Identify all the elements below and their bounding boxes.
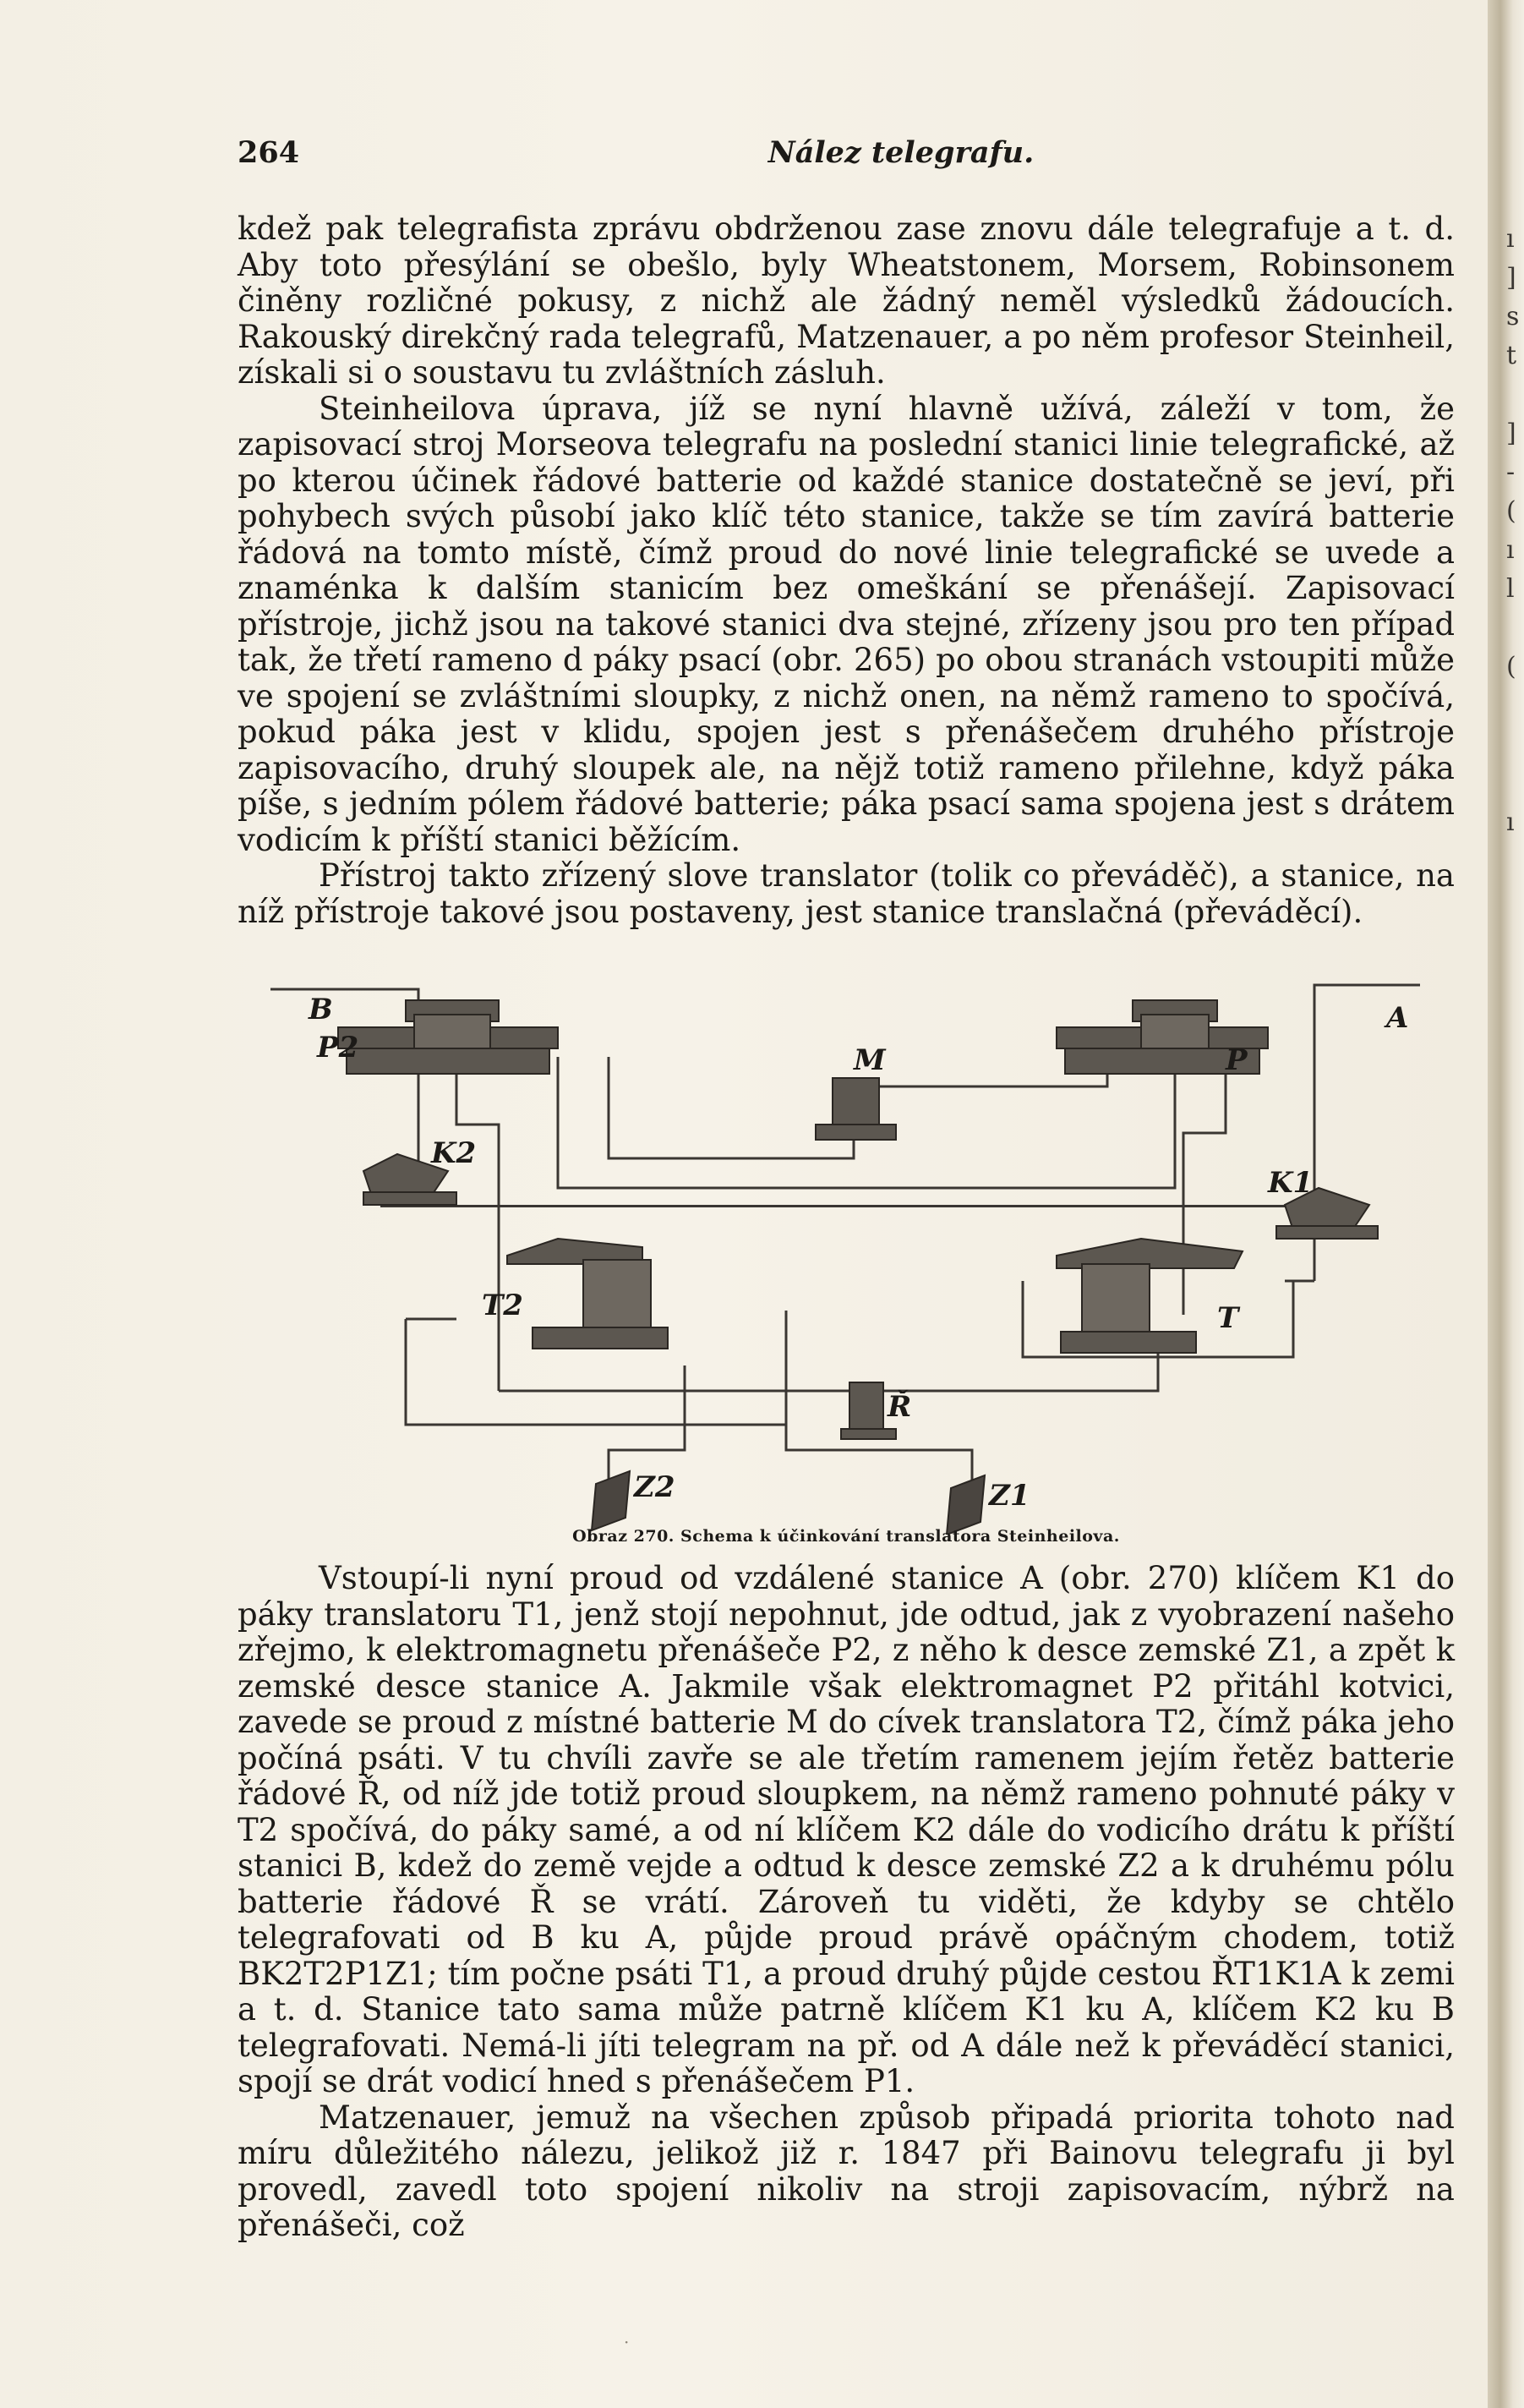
edge-letter [1506, 609, 1523, 648]
edge-letter: l [1506, 574, 1515, 604]
edge-letter: ı [1506, 224, 1515, 254]
edge-letter: - [1506, 457, 1516, 487]
paragraph-2: Steinheilova úprava, jíž se nyní hlavně užívá, záleží v tom, že zapisovací stroj Morseova telegrafu na poslední stanici linie telegrafické, až po kterou účinek řádové batterie od každé stanice dostatečně se jeví, při pohybech svých působí jako klíč této stanice, takže se tím zavírá batterie řádová na tomto místě, čímž proud do nové linie telegrafické se uvede a znaménka k dalším stanicím bez omeškání se přenášejí. Zapisovací přístroje, jichž jsou na takové stanici dva stejné, zřízeny jsou pro ten případ tak, že třetí rameno d páky psací (obr. 265) po obou stranách vstoupiti může ve spojení se zvláštními sloupky, z nichž onen, na němž rameno to spočívá, pokud páka jest v klidu, spojen jest s přenášečem druhého přístroje zapisovacího, druhý sloupek ale, na nějž totiž rameno přilehne, když páka píše, s jedním pólem řádové batterie; páka psací sama spojena jest s drátem vodicím k příští stanici běžícím. [238, 390, 1455, 858]
edge-letter [1506, 920, 1523, 959]
edge-letter [1506, 881, 1523, 920]
label-T1: T [1217, 1301, 1239, 1335]
edge-letter [1506, 1387, 1523, 1426]
label-R: Ř [888, 1390, 912, 1424]
edge-letter [1506, 1192, 1523, 1231]
page-number: 264 [238, 135, 300, 170]
edge-letter [1506, 764, 1523, 803]
edge-letter: t [1506, 341, 1517, 370]
paragraph-5: Matzenauer, jemuž na všechen způsob připadá priorita tohoto nad míru důležitého nálezu, jelikož již r. 1847 při Bainovu telegrafu ji byl provedl, zavedl toto spojení nikoliv na stroji zapisovacím, nýbrž na přenášeči, což [238, 2099, 1455, 2243]
label-K2: K2 [431, 1136, 477, 1170]
edge-letter [1506, 725, 1523, 764]
translator-T2 [507, 1239, 668, 1349]
label-Z2: Z2 [634, 1470, 675, 1504]
text-top [238, 211, 1455, 930]
edge-letter [1506, 1426, 1523, 1464]
paragraph-4: Vstoupí-li nyní proud od vzdálené stanice A (obr. 270) klíčem K1 do páky translatoru T1, jenž stojí nepohnut, jde odtud, jak z vyobrazení našeho zřejmo, k elektromagnetu přenášeče P2, z něho k desce zemské Z1, a zpět k zemské desce stanice A. Jakmile však elektromagnet P2 přitáhl kotvici, zavede se proud z místné batterie M do cívek translatora T2, čímž páka jeho počíná psáti. V tu chvíli zavře se ale třetím ramenem jejím řetěz batterie řádové Ř, od níž jde totiž proud sloupkem, na němž rameno pohnuté páky v T2 spočívá, do páky samé, a od ní klíčem K2 dále do vodicího drátu k příští stanici B, kdež do země vejde a odtud k desce zemské Z2 a k druhému pólu batterie řádové Ř se vrátí. Zároveň tu viděti, že kdyby se chtělo telegrafovati od B ku A, půjde proud právě opáčným chodem, totiž BK2T2P1Z1; tím počne psáti T1, a proud druhý půjde cestou ŘT1K1A k zemi a t. d. Stanice tato sama může patrně klíčem K1 ku A, klíčem K2 ku B telegrafovati. Nemá-li jíti telegram na př. od A dále než k převáděcí stanici, spojí se drát vodicí hned s přenášečem P1. [238, 1560, 1455, 2099]
label-Z1: Z1 [989, 1479, 1030, 1513]
paragraph-1: kdež pak telegrafista zprávu obdrženou zase znovu dále telegrafuje a t. d. Aby toto přesýlání se obešlo, byly Wheatstonem, Morsem, Robinsonem činěny rozličné pokusy, z nichž ale žádný neměl výsledků žádoucích. Rakouský direkčný rada telegrafů, Matzenauer, a po něm profesor Steinheil, získali si o soustavu tu zvláštních zásluh. [238, 211, 1455, 391]
earth-plate-Z1 [947, 1475, 985, 1535]
edge-letter [1506, 842, 1523, 881]
edge-letter: ( [1506, 496, 1516, 526]
edge-letter [1506, 1114, 1523, 1153]
bottom-mark: · [624, 2332, 630, 2352]
translator-schematic [245, 977, 1454, 1535]
edge-letter [1506, 1309, 1523, 1348]
edge-letter [1506, 1231, 1523, 1270]
earth-plate-Z2 [592, 1471, 630, 1530]
edge-letter [1506, 959, 1523, 998]
running-title: Nález telegrafu. [767, 135, 1035, 170]
edge-letter: ( [1506, 652, 1516, 681]
edge-letter: ] [1506, 263, 1516, 293]
edge-letter [1506, 1348, 1523, 1387]
text-bottom [238, 1561, 1455, 2244]
label-K1: K1 [1268, 1166, 1314, 1200]
edge-letter: ı [1506, 535, 1515, 565]
edge-letter [1506, 375, 1523, 414]
edge-letter [1506, 998, 1523, 1037]
page-header [238, 135, 1455, 178]
edge-letter: ı [1506, 807, 1515, 837]
figure-270 [245, 977, 1454, 1535]
edge-letter [1506, 1075, 1523, 1114]
edge-letter: ] [1506, 419, 1516, 448]
label-M: M [854, 1043, 886, 1077]
edge-letter [1506, 1270, 1523, 1309]
edge-letter [1506, 1037, 1523, 1075]
paragraph-3: Přístroj takto zřízený slove translator (tolik co převáděč), a stanice, na níž přístroje takové jsou postaveny, jest stanice translačná (převáděcí). [238, 857, 1455, 930]
label-T2: T2 [482, 1289, 523, 1322]
figure-caption: Obraz 270. Schema k účinkování translatora Steinheilova. [572, 1527, 1120, 1546]
edge-letter: s [1506, 302, 1520, 331]
edge-letter [1506, 687, 1523, 725]
facing-page-edge [1506, 220, 1523, 1464]
label-P2: P2 [317, 1031, 359, 1064]
label-A: A [1386, 1001, 1409, 1035]
relay-P2 [338, 1000, 558, 1074]
edge-letter [1506, 1153, 1523, 1192]
label-B: B [309, 993, 333, 1026]
translator-T1 [1057, 1239, 1243, 1353]
label-P1: P [1226, 1043, 1248, 1077]
